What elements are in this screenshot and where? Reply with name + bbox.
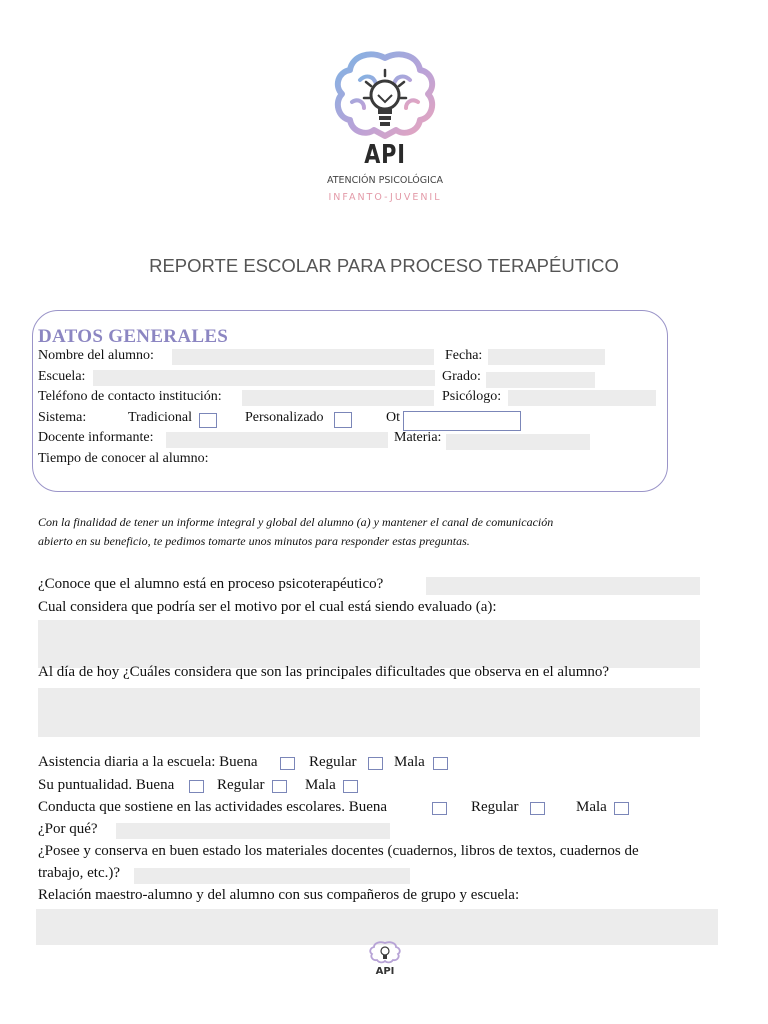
sistema-label: Sistema: <box>38 410 87 425</box>
telefono-field[interactable] <box>242 390 434 406</box>
docente-label: Docente informante: <box>38 430 154 445</box>
page-title: REPORTE ESCOLAR PARA PROCESO TERAPÉUTICO <box>149 255 619 276</box>
proceso-answer-field[interactable] <box>426 577 700 595</box>
otro-label: Ot <box>386 410 400 425</box>
relacion-answer-field[interactable] <box>36 909 718 945</box>
nombre-label: Nombre del alumno: <box>38 348 154 363</box>
section-heading: DATOS GENERALES <box>38 326 229 347</box>
tradicional-checkbox[interactable] <box>199 413 217 428</box>
conducta-label: Conducta que sostiene en las actividades escolares. Buena <box>38 799 388 815</box>
materiales-field[interactable] <box>134 868 410 884</box>
materia-field[interactable] <box>446 434 590 450</box>
porque-label: ¿Por qué? <box>38 821 98 837</box>
asistencia-buena-checkbox[interactable] <box>280 757 295 770</box>
grado-label: Grado: <box>442 369 481 384</box>
puntualidad-regular-checkbox[interactable] <box>272 780 287 793</box>
footer-logo-name: API <box>375 966 395 977</box>
footer-brain-bulb-icon <box>364 941 406 967</box>
personalizado-label: Personalizado <box>245 410 324 425</box>
puntualidad-buena-checkbox[interactable] <box>189 780 204 793</box>
porque-field[interactable] <box>116 823 390 839</box>
psicologo-field[interactable] <box>508 390 656 406</box>
grado-field[interactable] <box>486 372 595 388</box>
fecha-label: Fecha: <box>445 348 483 363</box>
conducta-mala-label: Mala <box>576 799 607 815</box>
conducta-mala-checkbox[interactable] <box>614 802 629 815</box>
materia-label: Materia: <box>394 430 442 445</box>
puntualidad-mala-checkbox[interactable] <box>343 780 358 793</box>
question-proceso: ¿Conoce que el alumno está en proceso psicoterapéutico? <box>38 576 384 592</box>
question-dificultades: Al día de hoy ¿Cuáles considera que son las principales dificultades que observa en el alumno? <box>38 664 610 680</box>
materiales-label-line2: trabajo, etc.)? <box>38 865 121 881</box>
psicologo-label: Psicólogo: <box>442 389 502 404</box>
conducta-regular-label: Regular <box>471 799 519 815</box>
puntualidad-label: Su puntualidad. Buena <box>38 777 175 793</box>
logo-name: API <box>364 140 406 170</box>
logo-subtitle: ATENCIÓN PSICOLÓGICA <box>326 175 444 186</box>
logo-tagline: INFANTO-JUVENIL <box>328 192 442 203</box>
intro-note-line1: Con la finalidad de tener un informe integral y global del alumno (a) y mantener el canal de comunicación <box>38 515 554 529</box>
conducta-buena-checkbox[interactable] <box>432 802 447 815</box>
materiales-label-line1: ¿Posee y conserva en buen estado los materiales docentes (cuadernos, libros de textos, cuadernos de <box>38 843 639 859</box>
puntualidad-mala-label: Mala <box>305 777 336 793</box>
nombre-field[interactable] <box>172 349 434 365</box>
asistencia-regular-checkbox[interactable] <box>368 757 383 770</box>
personalizado-checkbox[interactable] <box>334 412 352 428</box>
asistencia-mala-checkbox[interactable] <box>433 757 448 770</box>
puntualidad-regular-label: Regular <box>217 777 265 793</box>
question-motivo: Cual considera que podría ser el motivo por el cual está siendo evaluado (a): <box>38 599 497 615</box>
asistencia-mala-label: Mala <box>394 754 425 770</box>
tradicional-label: Tradicional <box>128 410 193 425</box>
dificultades-answer-field[interactable] <box>38 688 700 737</box>
telefono-label: Teléfono de contacto institución: <box>38 389 222 404</box>
relacion-label: Relación maestro-alumno y del alumno con sus compañeros de grupo y escuela: <box>38 887 520 903</box>
escuela-label: Escuela: <box>38 369 86 384</box>
intro-note-line2: abierto en su beneficio, te pedimos tomarte unos minutos para responder estas preguntas. <box>38 534 470 548</box>
conducta-regular-checkbox[interactable] <box>530 802 545 815</box>
otro-input[interactable] <box>403 411 521 431</box>
asistencia-label: Asistencia diaria a la escuela: Buena <box>38 754 258 770</box>
tiempo-label: Tiempo de conocer al alumno: <box>38 451 209 466</box>
fecha-field[interactable] <box>488 349 605 365</box>
docente-field[interactable] <box>166 432 388 448</box>
escuela-field[interactable] <box>93 370 435 386</box>
motivo-answer-field[interactable] <box>38 620 700 668</box>
asistencia-regular-label: Regular <box>309 754 357 770</box>
